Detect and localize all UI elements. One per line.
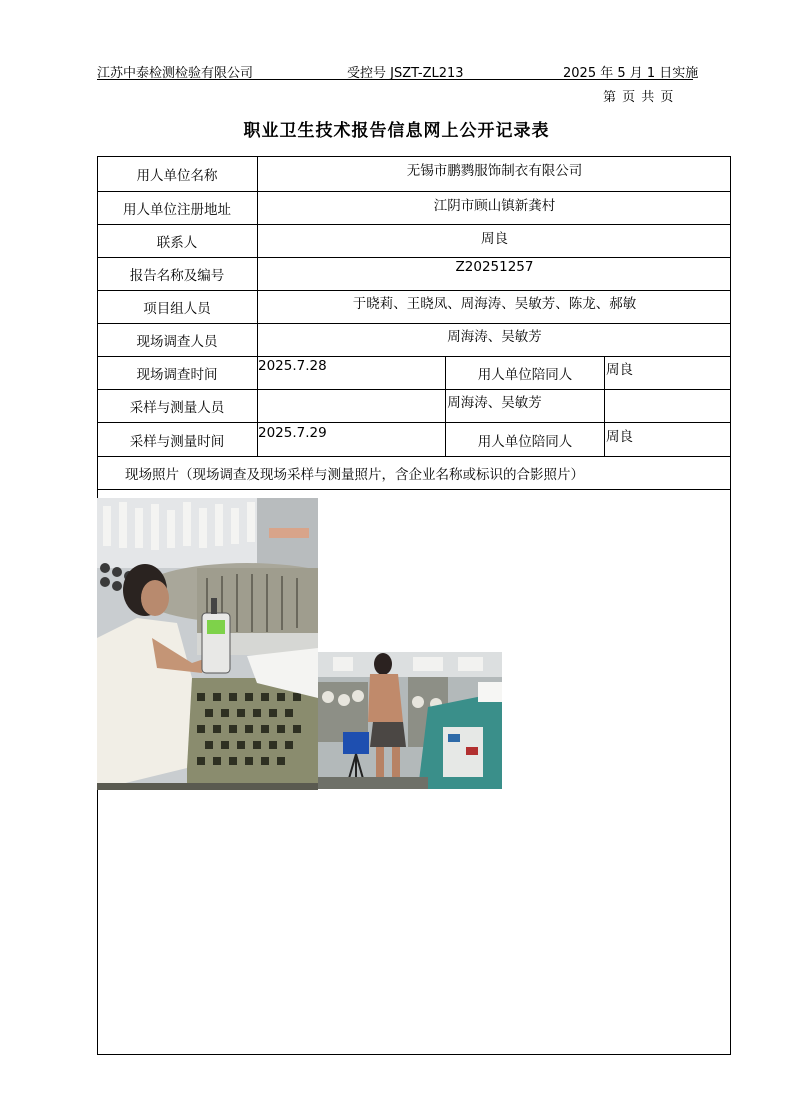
team-value: 于晓莉、王晓凤、周海涛、吴敏芳、陈龙、郝敏 <box>352 296 637 312</box>
sampling-staff-label: 采样与测量人员 <box>129 400 225 416</box>
survey-accompany-label: 用人单位陪同人 <box>477 367 573 383</box>
sampling-photo <box>318 652 502 789</box>
row-line <box>97 456 731 457</box>
site-survey-photo <box>97 498 318 790</box>
team-label: 项目组人员 <box>143 301 211 317</box>
header-control-number: 受控号 JSZT-ZL213 <box>347 66 464 81</box>
survey-staff-label: 现场调查人员 <box>136 334 218 350</box>
sampling-staff-value: 周海涛、吴敏芳 <box>447 395 542 411</box>
sampling-time-label: 采样与测量时间 <box>129 433 225 450</box>
sampling-accompany-value: 周良 <box>606 429 633 445</box>
survey-accompany-value: 周良 <box>606 362 633 378</box>
address-value: 江阴市顾山镇新龚村 <box>433 198 556 214</box>
header-effective-date: 2025 年 5 月 1 日实施 <box>563 66 699 81</box>
survey-staff-value: 周海涛、吴敏芳 <box>447 329 542 345</box>
header-rule <box>97 79 693 80</box>
sampling-time-value: 2025.7.29 <box>258 425 327 441</box>
sampling-accompany-label: 用人单位陪同人 <box>477 433 573 450</box>
photos-caption: 现场照片（现场调查及现场采样与测量照片，含企业名称或标识的合影照片） <box>125 467 584 483</box>
contact-label: 联系人 <box>156 235 198 251</box>
contact-value: 周良 <box>481 231 508 247</box>
survey-time-value: 2025.7.28 <box>258 358 327 374</box>
document-title: 职业卫生技术报告信息网上公开记录表 <box>243 121 550 141</box>
report-label: 报告名称及编号 <box>129 268 225 284</box>
address-label: 用人单位注册地址 <box>123 202 231 218</box>
unit-name-label: 用人单位名称 <box>136 168 218 184</box>
unit-name-value: 无锡市鹏鹨服饰制衣有限公司 <box>406 163 583 179</box>
row-line <box>97 489 731 490</box>
report-number-value: Z20251257 <box>455 259 534 275</box>
survey-time-label: 现场调查时间 <box>136 367 218 383</box>
header-company: 江苏中泰检测检验有限公司 <box>97 66 254 81</box>
page-info: 第 页 共 页 <box>603 90 675 105</box>
